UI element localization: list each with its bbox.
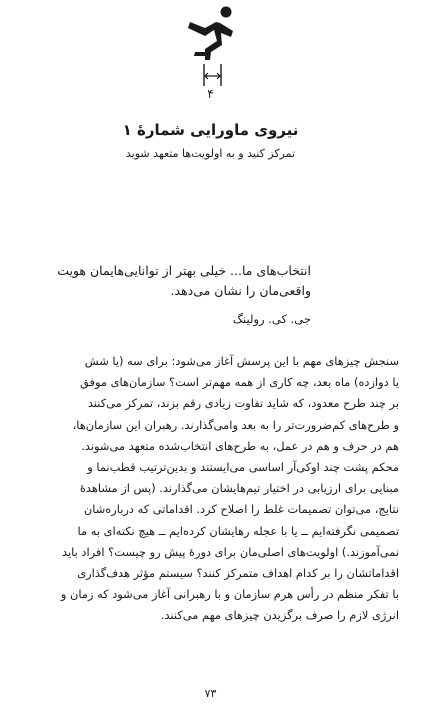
step-number: ۴ [207, 87, 214, 101]
body-line: تصمیمی نگرفته‌ایم ــ یا با عجله رهایشان کرده‌ایم ــ هیچ نکته‌ای به ما [77, 523, 399, 538]
epigraph-quote [57, 261, 311, 301]
body-line: با تفکر منظم در رأس هرم سازمان و با رهبرانی آغاز می‌شود که زمان و [60, 587, 399, 602]
body-line: مبنایی برای ارزیابی در اختیار تیم‌هایشان می‌گذارند. (پس از مشاهدهٔ [79, 481, 399, 496]
running-figure-icon [186, 6, 236, 88]
body-line: بر چند طرح معدود، که شاید تفاوت زیادی رقم بزند، تمرکز می‌کنند [87, 396, 399, 411]
body-paragraph [22, 351, 399, 627]
page-number: ۷۳ [204, 687, 217, 700]
body-line: نتایج، می‌توان تصمیمات غلط را اصلاح کرد. اقداماتی که درباره‌شان [83, 502, 399, 517]
body-line: محکم پشت چند اوکی‌آر اساسی می‌ایستند و بدین‌ترتیب قطب‌نما و [87, 460, 399, 475]
body-line: سنجش چیزهای مهم با این پرسش آغاز می‌شود: برای سه (یا شش [84, 354, 399, 368]
quote-line: واقعی‌مان را نشان می‌دهد. [170, 283, 311, 298]
body-line: هم در حرف و هم در عمل، به طرح‌های انتخاب‌شده متعهد می‌شوند. [81, 438, 399, 453]
body-line: انرژی لازم را صرف برگزیدن چیزهای مهم می‌کنند. [160, 608, 399, 623]
chapter-subtitle: تمرکز کنید و به اولویت‌ها متعهد شوید [125, 147, 296, 160]
quote-line: انتخاب‌های ما... خیلی بهتر از توانایی‌هایمان هویت [57, 263, 311, 278]
body-line: نمی‌آموزند.) اولویت‌های اصلی‌مان برای دورهٔ پیش رو چیست؟ افراد باید [61, 544, 399, 559]
body-line: و طرح‌های کم‌ضرورت‌تر را به بعد وامی‌گذارند. رهبران این سازمان‌ها، [72, 417, 399, 432]
chapter-title: نیروی ماورایی شمارهٔ ۱ [122, 121, 299, 139]
body-line: یا دوازده) ماه بعد، چه کاری از همه مهم‌تر است؟ سازمان‌های موفق [80, 375, 399, 390]
quote-author: جی. کی. رولینگ [232, 312, 311, 326]
body-line: اقداماتشان را بر کدام اهداف متمرکز کنند؟ سیستم مؤثر هدف‌گذاری [77, 566, 399, 581]
